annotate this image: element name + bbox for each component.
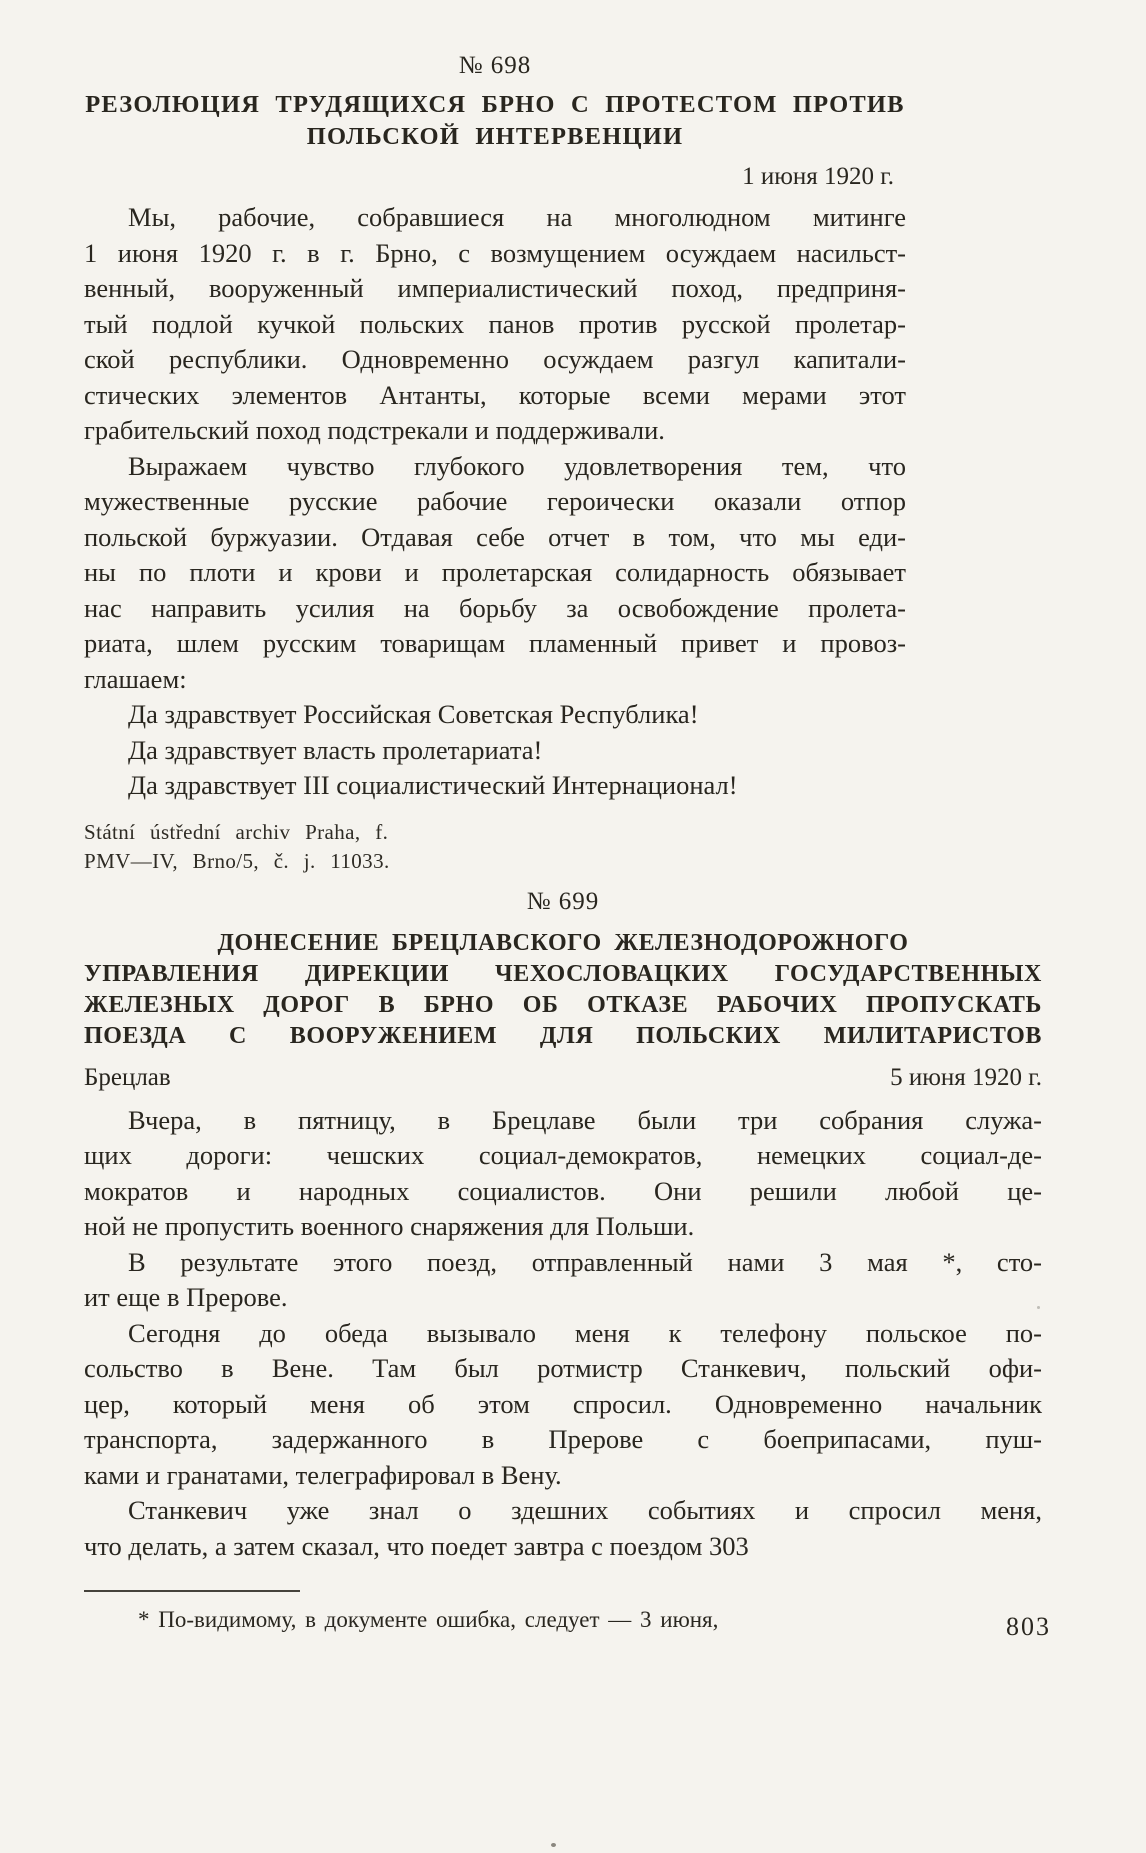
body-line: что делать, а затем сказал, что поедет завтра с поездом 303	[84, 1530, 749, 1561]
body-line: Выражаем чувство глубокого удовлетворения тем, что	[128, 450, 906, 481]
document-699	[84, 888, 1042, 1565]
body-line: транспорта, задержанного в Прерове с боеприпасами, пуш-	[84, 1424, 1042, 1454]
body-line: ками и гранатами, телеграфировал в Вену.	[84, 1459, 562, 1490]
doc-698-title-line-1: РЕЗОЛЮЦИЯ ТРУДЯЩИХСЯ БРНО С ПРОТЕСТОМ ПРОТИВ	[85, 91, 905, 118]
footnote-block	[84, 1590, 1146, 1633]
doc-698-number: № 698	[458, 52, 532, 79]
slogan-line-1: Да здравствует Российская Советская Республика!	[128, 699, 699, 729]
body-line: венный, вооруженный империалистический поход, предприня-	[84, 273, 906, 303]
body-line: Станкевич уже знал о здешних событиях и спросил меня,	[128, 1495, 1042, 1525]
body-line: Сегодня до обеда вызывало меня к телефону польское по-	[128, 1317, 1042, 1348]
body-line: польской буржуазии. Отдавая себе отчет в том, что мы еди-	[84, 521, 906, 552]
body-line: ны по плоти и крови и пролетарская солидарность обязывает	[84, 557, 906, 587]
doc-698-title	[84, 89, 906, 153]
doc-698-paragraph-1	[84, 200, 906, 449]
footnote-divider	[84, 1590, 300, 1592]
body-line: стических элементов Антанты, которые всеми мерами этот	[84, 379, 906, 410]
body-line: цер, который меня об этом спросил. Одновременно начальник	[84, 1388, 1042, 1419]
body-line: В результате этого поезд, отправленный нами 3 мая *, сто-	[128, 1246, 1042, 1277]
body-line: мужественные русские рабочие героически оказали отпор	[84, 486, 906, 516]
body-line: 1 июня 1920 г. в г. Брно, с возмущением осуждаем насильст-	[84, 237, 906, 268]
doc-698-date: 1 июня 1920 г.	[742, 163, 894, 190]
body-line: риата, шлем русским товарищам пламенный привет и провоз-	[84, 628, 906, 658]
doc-699-paragraph-4	[84, 1493, 1042, 1564]
body-line: ской республики. Одновременно осуждаем разгул капитали-	[84, 344, 906, 374]
doc-699-paragraph-2	[84, 1245, 1042, 1316]
doc-699-place: Брецлав	[84, 1063, 171, 1091]
body-line: мократов и народных социалистов. Они решили любой це-	[84, 1175, 1042, 1206]
body-line: ит еще в Прерове.	[84, 1282, 288, 1312]
page-number: 803	[1006, 1612, 1051, 1641]
archive-reference	[84, 818, 906, 876]
doc-698-paragraph-2	[84, 449, 906, 698]
body-line: грабительский поход подстрекали и поддерживали.	[84, 415, 665, 445]
ink-speck	[551, 1843, 556, 1847]
slogan-line-2: Да здравствует власть пролетариата!	[128, 734, 543, 765]
footnote-text: * По-видимому, в документе ошибка, следует — 3 июня,	[138, 1607, 719, 1632]
body-line: тый подлой кучкой польских панов против русской пролетар-	[84, 308, 906, 339]
body-line: сольство в Вене. Там был ротмистр Станкевич, польский офи-	[84, 1353, 1042, 1383]
document-698	[84, 0, 906, 876]
archive-line-2: PMV—IV, Brno/5, č. j. 11033.	[84, 848, 390, 873]
doc-699-dateline	[84, 1064, 1042, 1092]
doc-699-title-line-4: ПОЕЗДА С ВООРУЖЕНИЕМ ДЛЯ ПОЛЬСКИХ МИЛИТАРИСТОВ	[84, 1022, 1042, 1049]
doc-699-title-line-3: ЖЕЛЕЗНЫХ ДОРОГ В БРНО ОБ ОТКАЗЕ РАБОЧИХ ПРОПУСКАТЬ	[84, 991, 1042, 1018]
ink-speck	[1037, 1306, 1040, 1309]
doc-699-title-line-1: ДОНЕСЕНИЕ БРЕЦЛАВСКОГО ЖЕЛЕЗНОДОРОЖНОГО	[217, 929, 909, 956]
doc-699-title	[84, 928, 1042, 1052]
body-line: нас направить усилия на борьбу за освобождение пролета-	[84, 592, 906, 623]
doc-699-title-line-2: УПРАВЛЕНИЯ ДИРЕКЦИИ ЧЕХОСЛОВАЦКИХ ГОСУДАРСТВЕННЫХ	[84, 960, 1042, 987]
body-line: щих дороги: чешских социал-демократов, немецких социал-де-	[84, 1140, 1042, 1170]
doc-698-title-line-2: ПОЛЬСКОЙ ИНТЕРВЕНЦИИ	[306, 123, 684, 150]
doc-699-number: № 699	[526, 887, 600, 915]
doc-699-paragraph-3	[84, 1316, 1042, 1494]
body-line: глашаем:	[84, 663, 187, 694]
body-line: Мы, рабочие, собравшиеся на многолюдном митинге	[128, 202, 906, 232]
body-line: ной не пропустить военного снаряжения для Польши.	[84, 1211, 695, 1241]
slogan-line-3: Да здравствует III социалистический Интернационал!	[128, 770, 738, 800]
doc-699-paragraph-1	[84, 1103, 1042, 1245]
doc-699-date: 5 июня 1920 г.	[890, 1063, 1042, 1091]
archive-line-1: Státní ústřední archiv Praha, f.	[84, 819, 389, 844]
body-line: Вчера, в пятницу, в Брецлаве были три собрания служа-	[128, 1104, 1042, 1135]
